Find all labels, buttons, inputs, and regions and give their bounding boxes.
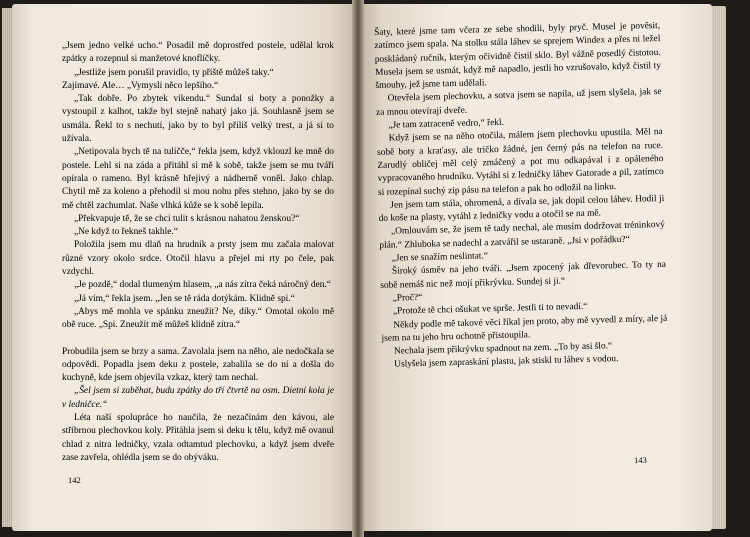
paragraph: „Šel jsem si zaběhat, budu zpátky do tří čtvrtě na osm. Dietní kola je v ledničce.“ [62,386,334,410]
paragraph: „Proč?“ [392,292,423,304]
paragraph: „Je pozdě,“ dodal tlumeným hlasem, „a nás zítra čeká náročný den.“ [74,280,331,291]
paragraph: Široký úsměv na jeho tváři. „Jsem zpocený jak dřevorubec. To ty na sobě nemáš nic než mojí přikrývku. Sundej si ji.“ [380,260,667,291]
paragraph: „Netipovala bych tě na tuličče,“ řekla jsem, když vklouzl ke mně do postele. Lehl si na záda a přitáhl si mě k sobě, takže jsem se mu tváří opírala o rameno. Byl krásně hřejivý a nádherně voněl. Jako chlap. Chytil mě za koleno a přehodil si mou nohu přes stehno, jako by se do mě chtěl zachumlat. Naše vlhká kůže se k sobě lepila. [62,147,334,211]
paragraph: „Jen se snažím neslintat.“ [391,251,489,264]
paragraph: Někdy podle mě takové věci říkal jen proto, aby mě vyvedl z míry, ale já jsem na tu jeho hru ochotně přistoupila. [381,313,668,344]
paragraph: „Omlouvám se, že jsem tě tady nechal, ale musím dodržovat tréninkový plán.“ Zhluboka se nadechl a zatvářil se ustaraně. „Jsi v pořádku?“ [379,220,666,251]
paragraph: „Protože tě chci ošukat ve sprše. Jestli ti to nevadí.“ [392,302,588,317]
paragraph: „Já vím,“ řekla jsem. „Jen se tě ráda dotýkám. Klidně spi.“ [74,293,295,304]
paragraph: Když jsem se na něho otočila, málem jsem plechovku upustila. Měl na sobě boty a kraťasy, ale tričko žádné, jen černý pás na telefon na ruce. Zarudlý obličej měl celý zmáčený a pot mu odkapával i z opáleného vypracovaného hrudníku. Vytáhl si z ledničky láhev Gatorade a pil, zatímco si rozepínal suchý zip pásu na telefon a pak ho odložil na linku. [376,127,664,198]
paragraph: „Jestliže jsem porušil pravidlo, ty příště můžeš taky.“ [74,67,274,78]
book-gutter [352,0,364,537]
paragraph: Otevřela jsem plechovku, a sotva jsem se napila, už jsem slyšela, jak se za mnou otevírají dveře. [375,87,662,118]
paragraph: Položila jsem mu dlaň na hrudník a prsty jsem mu začala malovat různé vzory okolo srdce. Otočil hlavu a přejel mi rty po čele, pak vzdychl. [62,240,334,278]
page-number-right: 143 [633,454,647,466]
paragraph: Nechala jsem přikrývku spadnout na zem. „To by asi šlo.“ [393,341,613,357]
paragraph: „Jsem jedno velké ucho.“ Posadil mě doprostřed postele, udělal krok zpátky a rozepnul si manžetové knoflíčky. [62,41,334,65]
paragraph: „Je tam zatraceně vedro,“ řekl. [388,117,505,131]
paragraph: „Tak dobře. Po zbytek víkendu.“ Sundal si boty a ponožky a vystoupil z kalhot, takže byl stejně nahatý jako já. Souhlasně jsem se usmála. Řekl to s nechutí, jako by to byl příliš velký trest, a já si to užívala. [62,94,334,145]
paragraph: Uslyšela jsem zapraskání plastu, jak stiskl tu láhev s vodou. [394,354,619,371]
paragraph: Jen jsem tam stála, ohromená, a dívala se, jak dopil celou láhev. Hodil ji do koše na plasty, vytáhl z ledničky vodu a otočil se na mě. [378,193,665,225]
paragraph: „Překvapuje tě, že se chci tulit s krásnou nahatou ženskou?“ [74,213,300,224]
paragraph: Léta naší spolupráce ho naučila, že nezačínám den kávou, ale stříbrnou plechovkou koly. Přitáhla jsem si deku k tělu, když mě ovanul chlad z nitra ledničky, vzala odtamtud plechovku, a když jsem dveře zase zavřela, ohlédla jsem se do obýváku. [62,413,334,463]
left-page-edges [2,8,12,527]
paragraph: Šaty, které jsme tam včera ze sebe shodili, byly pryč. Musel je pověsit, zatímco jsem spala. Na stolku stála láhev se sprejem Windex a přes ni ležel poskládaný ručník, kterým očividně čistil sklo. Byl vážně posedlý čistotou. Musela jsem se usmát, když mě napadlo, jestli ho vzrušovalo, když čistil ty šmouhy, jež jsme tam udělali. [374,21,662,92]
paragraph: „Abys mě mohla ve spánku zneužít? Ne, díky.“ Omotal okolo mě obě ruce. „Spi. Zneužít mě můžeš klidně zítra.“ [62,306,334,331]
right-page-text [374,20,668,373]
right-page-edges [712,6,726,529]
paragraph: „Ne když to řekneš takhle.“ [74,227,178,238]
page-number-left: 142 [68,475,81,485]
paragraph: Zajímavé. Ale… „Vymysli něco lepšího.“ [62,80,219,91]
left-page-text [62,40,334,465]
paragraph: Probudila jsem se brzy a sama. Zavolala jsem na něho, ale nedočkala se odpovědi. Popadla jsem deku z postele, zabalila se do ní a došla do kuchyně, kde jsem objevila vzkaz, který tam nechal. [62,346,334,384]
